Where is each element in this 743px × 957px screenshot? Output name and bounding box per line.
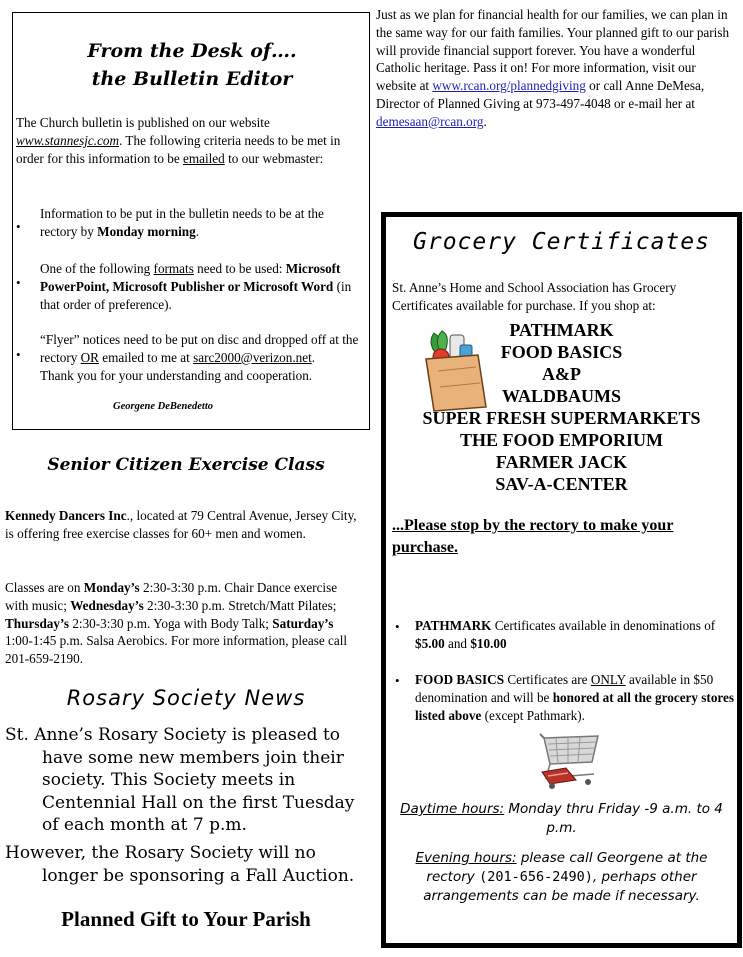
senior-text: 2:30-3:30 p.m. Stretch/Matt Pilates; bbox=[143, 597, 337, 613]
senior-paragraph-1 bbox=[5, 507, 357, 543]
planned-gift-title: Planned Gift to Your Parish bbox=[61, 907, 311, 931]
editor-bullet-2 bbox=[40, 260, 362, 313]
senior-title: Senior Citizen Exercise Class bbox=[47, 455, 325, 475]
day-thursday: Thursday’s bbox=[5, 615, 70, 631]
rosary-title: Rosary Society News bbox=[66, 686, 306, 710]
day-monday: Monday’s bbox=[83, 580, 140, 595]
senior-paragraph-2 bbox=[5, 579, 357, 668]
grocery-title: Grocery Certificates bbox=[413, 229, 710, 255]
honored-bold: honored at all the grocery stores listed above bbox=[415, 690, 735, 723]
store-item: SAV-A-CENTER bbox=[495, 474, 628, 494]
evening-phone: (201-656-2490) bbox=[479, 869, 593, 885]
bullet-text: available in $50 denomination and will be bbox=[415, 672, 714, 705]
senior-text: Classes are on bbox=[5, 580, 84, 595]
rosary-paragraph-1 bbox=[5, 724, 360, 837]
bullet-text: One of the following bbox=[40, 261, 154, 276]
only-word: ONLY bbox=[590, 672, 626, 687]
evening-label: Evening hours: bbox=[415, 850, 517, 866]
planned-text: Just as we plan for financial health for our families, we can plan in the same way for our faith families. Your planned gift to our parish will provide financial support forever. You have a wonderful Catholic heritage. Pass it on! For more information, visit our website at bbox=[376, 7, 730, 94]
bullet-text: emailed to me at bbox=[98, 349, 194, 365]
email-link[interactable]: sarc2000@verizon.net bbox=[193, 349, 312, 365]
bullet: • bbox=[395, 673, 400, 688]
bullet-text: . bbox=[195, 223, 199, 239]
editor-signature: Georgene DeBenedetto bbox=[113, 401, 214, 412]
bullet-bold: Monday morning bbox=[97, 223, 196, 239]
rosary-text: However, the Rosary Society will no longer be sponsoring a Fall Auction. bbox=[5, 843, 355, 886]
store-item: A&P bbox=[542, 364, 581, 384]
editor-title-line2: the Bulletin Editor bbox=[91, 68, 293, 90]
senior-text: 2:30-3:30 p.m. Chair Dance exercise with music; bbox=[5, 580, 338, 613]
editor-box bbox=[12, 12, 370, 430]
daytime-label: Daytime hours: bbox=[400, 801, 505, 817]
editor-bullet-1 bbox=[40, 205, 362, 241]
daytime-hours bbox=[390, 800, 733, 838]
intro-text: to our webmaster: bbox=[224, 150, 324, 166]
bullet-text: “Flyer” notices need to be put on disc and dropped off at the rectory bbox=[40, 332, 359, 365]
bullet-text: (in that order of preference). bbox=[40, 278, 352, 312]
grocery-stop-note bbox=[392, 515, 732, 559]
rosary-paragraph-2 bbox=[5, 842, 360, 887]
editor-bullet-3 bbox=[40, 331, 362, 384]
grocery-box bbox=[381, 212, 742, 948]
thanks-text: Thank you for your understanding and cooperation. bbox=[40, 367, 313, 383]
rosary-text: St. Anne’s Rosary Society is pleased to have some new members join their society. This Society meets in Centennial Hall on the first Tuesday of each month at 7 p.m. bbox=[5, 725, 355, 835]
stop-text: Please stop by the rectory to make your purchase. bbox=[392, 517, 674, 556]
grocery-bullet-2 bbox=[415, 671, 735, 725]
senior-text: 2:30-3:30 p.m. Yoga with Body Talk; bbox=[69, 615, 273, 631]
bullet: • bbox=[16, 347, 21, 362]
or-word: OR bbox=[80, 349, 99, 365]
grocery-bullet-1 bbox=[415, 617, 735, 653]
store-item: FARMER JACK bbox=[495, 452, 628, 472]
store-item: FOOD BASICS bbox=[500, 342, 623, 362]
senior-text: ., located at 79 Central Avenue, Jersey City, is offering free exercise classes for 60+ men and women. bbox=[5, 508, 357, 541]
store-item: SUPER FRESH SUPERMARKETS bbox=[422, 408, 701, 428]
bullet: • bbox=[16, 219, 21, 234]
bullet-text: Certificates are bbox=[504, 672, 591, 687]
planned-giving-link[interactable]: www.rcan.org/plannedgiving bbox=[432, 78, 586, 94]
pathmark-bold: PATHMARK bbox=[415, 618, 492, 633]
bullet-text: Information to be put in the bulletin needs to be at the rectory by bbox=[40, 206, 324, 239]
bullet-text: and bbox=[444, 636, 471, 651]
bullet-text: Certificates available in denominations of bbox=[491, 618, 716, 633]
daytime-text: Monday thru Friday -9 a.m. to 4 p.m. bbox=[504, 801, 723, 836]
planned-text: or call Anne DeMesa, Director of Planned Giving at 973-497-4048 or e-mail her at bbox=[376, 78, 705, 111]
store-item: WALDBAUMS bbox=[501, 386, 621, 406]
bullet: • bbox=[16, 275, 21, 290]
store-item: THE FOOD EMPORIUM bbox=[460, 430, 663, 450]
editor-intro bbox=[16, 114, 364, 167]
intro-text: The Church bulletin is published on our website bbox=[16, 115, 270, 130]
value-5: $5.00 bbox=[415, 636, 445, 651]
dancers-name: Kennedy Dancers Inc bbox=[5, 508, 127, 523]
editor-title bbox=[13, 37, 371, 93]
planned-gift-text bbox=[376, 6, 738, 131]
bullet-bold: Microsoft PowerPoint, Microsoft Publisher or Microsoft Word bbox=[40, 261, 341, 294]
store-item: PATHMARK bbox=[509, 320, 614, 340]
editor-title-line1: From the Desk of…. bbox=[87, 40, 297, 62]
website-link[interactable]: www.stannesjc.com bbox=[16, 132, 120, 148]
formats-word: formats bbox=[153, 261, 194, 276]
foodbasics-bold: FOOD BASICS bbox=[415, 672, 505, 687]
shopping-cart-icon bbox=[536, 732, 606, 792]
ellipsis: ... bbox=[392, 517, 404, 534]
grocery-intro: St. Anne’s Home and School Association has Grocery Certificates available for purchase. If you shop at: bbox=[392, 280, 677, 313]
store-list bbox=[386, 319, 737, 495]
senior-text: 1:00-1:45 p.m. Salsa Aerobics. For more information, please call 201-659-2190. bbox=[5, 633, 348, 667]
emailed-word: emailed bbox=[183, 150, 225, 166]
evening-hours bbox=[390, 849, 733, 906]
planned-text: . bbox=[483, 113, 487, 129]
intro-text: . The following criteria needs to be met in order for this information to be bbox=[16, 132, 341, 166]
bullet: • bbox=[395, 619, 400, 634]
bullet-text: . bbox=[311, 349, 316, 365]
bullet-text: need to be used: bbox=[193, 261, 286, 276]
day-saturday: Saturday’s bbox=[272, 615, 334, 631]
evening-text: please call Georgene at the rectory bbox=[426, 850, 708, 885]
bullet-text: (except Pathmark). bbox=[481, 708, 585, 723]
planned-email-link[interactable]: demesaan@rcan.org bbox=[376, 113, 484, 129]
value-10: $10.00 bbox=[470, 636, 507, 651]
day-wednesday: Wednesday’s bbox=[70, 597, 144, 613]
evening-text: , perhaps other arrangements can be made if necessary. bbox=[423, 869, 700, 904]
